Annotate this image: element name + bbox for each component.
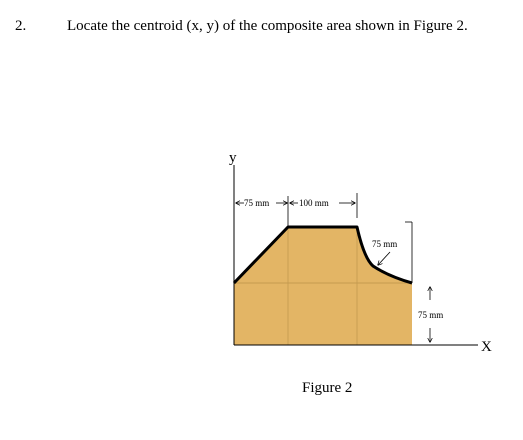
dim-top-left-label: 75 mm — [244, 198, 270, 208]
x-axis-label: X — [481, 339, 492, 355]
question-number: 2. — [15, 18, 27, 34]
figure-caption: Figure 2 — [302, 380, 353, 396]
dim-top-mid-label: 100 mm — [299, 198, 329, 208]
question-text: Locate the centroid (x, y) of the composite area shown in Figure 2. — [67, 18, 468, 34]
y-axis-label: y — [229, 150, 237, 166]
dim-arc-radius-label: 75 mm — [372, 239, 398, 249]
dim-arc-radius-arrow — [378, 252, 390, 265]
dim-right-height-label: 75 mm — [418, 310, 444, 320]
